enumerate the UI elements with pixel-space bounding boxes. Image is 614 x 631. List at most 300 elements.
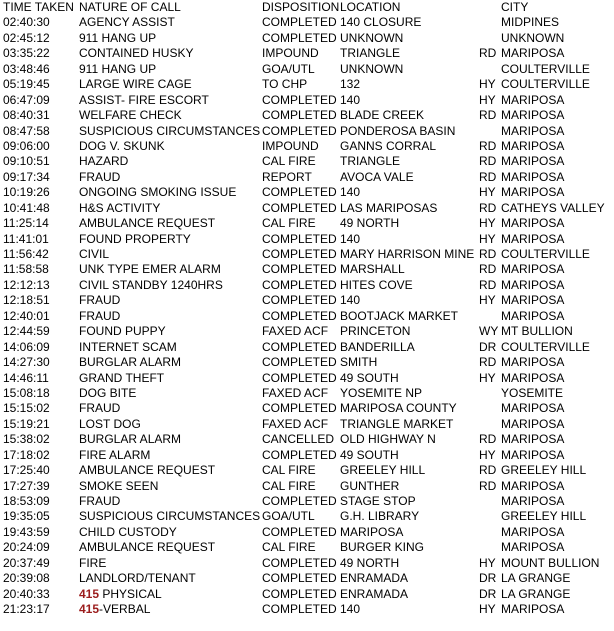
- time-cell: 03:35:22: [3, 46, 50, 61]
- nature-cell: [79, 154, 128, 169]
- street-suffix-cell: HY: [479, 231, 496, 246]
- city-cell: MARIPOSA: [501, 478, 565, 493]
- street-suffix-cell: DR: [479, 586, 497, 601]
- table-row: [0, 417, 614, 432]
- nature-text: FRAUD: [79, 169, 121, 184]
- nature-cell: [79, 31, 156, 46]
- location-cell: HITES COVE: [340, 277, 413, 292]
- disposition-cell: COMPLETED: [262, 308, 337, 323]
- disposition-cell: COMPLETED: [262, 571, 337, 586]
- time-cell: 15:38:02: [3, 432, 50, 447]
- city-cell: GREELEY HILL: [501, 463, 587, 478]
- disposition-cell: COMPLETED: [262, 108, 337, 123]
- location-cell: BURGER KING: [340, 540, 425, 555]
- time-cell: 09:06:00: [3, 138, 50, 153]
- table-row: [0, 46, 614, 61]
- location-cell: TRIANGLE: [340, 154, 401, 169]
- disposition-cell: COMPLETED: [262, 262, 337, 277]
- penal-code: 415: [79, 586, 100, 601]
- nature-cell: [79, 556, 106, 571]
- location-cell: SMITH: [340, 355, 378, 370]
- disposition-cell: GOA/UTL: [262, 509, 315, 524]
- location-cell: 49 NORTH: [340, 216, 400, 231]
- street-suffix-cell: RD: [479, 262, 497, 277]
- nature-text: HAZARD: [79, 154, 129, 169]
- nature-text: BURGLAR ALARM: [79, 355, 182, 370]
- nature-text: BURGLAR ALARM: [79, 432, 182, 447]
- nature-text: FIRE: [79, 555, 107, 570]
- nature-text: DOG BITE: [79, 385, 137, 400]
- time-cell: 05:19:45: [3, 77, 50, 92]
- table-row: [0, 509, 614, 524]
- nature-text: -VERBAL: [99, 602, 151, 617]
- table-row: [0, 201, 614, 216]
- nature-text: AGENCY ASSIST: [79, 15, 175, 30]
- street-suffix-cell: RD: [479, 138, 497, 153]
- nature-text: AMBULANCE REQUEST: [79, 463, 216, 478]
- time-cell: 20:37:49: [3, 555, 50, 570]
- nature-cell: [79, 509, 260, 524]
- city-cell: MARIPOSA: [501, 355, 565, 370]
- nature-cell: [79, 62, 156, 77]
- city-cell: MARIPOSA: [501, 277, 565, 292]
- time-cell: 11:56:42: [3, 247, 49, 261]
- location-cell: TRIANGLE MARKET: [340, 416, 454, 431]
- time-cell: 15:08:18: [3, 385, 50, 400]
- nature-cell: [79, 46, 193, 61]
- location-cell: BLADE CREEK: [340, 108, 425, 123]
- disposition-cell: COMPLETED: [262, 447, 337, 462]
- street-suffix-cell: RD: [479, 432, 497, 447]
- nature-cell: [79, 540, 215, 555]
- street-suffix-cell: RD: [479, 463, 497, 478]
- table-row: [0, 77, 614, 92]
- time-cell: 09:10:51: [3, 154, 50, 169]
- street-suffix-cell: DR: [479, 339, 497, 354]
- table-row: [0, 93, 614, 108]
- nature-text: FRAUD: [79, 308, 121, 323]
- table-row: [0, 139, 614, 154]
- nature-cell: [79, 77, 192, 92]
- nature-cell: [79, 463, 215, 478]
- disposition-cell: CAL FIRE: [262, 478, 316, 493]
- table-row: [0, 448, 614, 463]
- nature-text: PHYSICAL: [99, 586, 162, 601]
- disposition-cell: COMPLETED: [262, 185, 337, 200]
- street-suffix-cell: HY: [479, 370, 496, 385]
- nature-cell: [79, 340, 177, 355]
- city-cell: MARIPOSA: [501, 540, 565, 555]
- time-cell: 20:40:33: [3, 586, 50, 601]
- disposition-cell: COMPLETED: [262, 401, 337, 416]
- location-cell: ENRAMADA: [340, 571, 409, 586]
- location-cell: YOSEMITE NP: [340, 385, 423, 400]
- nature-cell: [79, 525, 177, 540]
- nature-cell: [79, 494, 120, 509]
- time-cell: 10:19:26: [3, 185, 50, 200]
- nature-cell: [79, 587, 162, 602]
- table-row: [0, 340, 614, 355]
- time-cell: 15:15:02: [3, 401, 50, 416]
- table-row: [0, 602, 614, 617]
- time-cell: 08:47:58: [3, 123, 50, 138]
- table-row: [0, 216, 614, 231]
- disposition-header: DISPOSITION: [262, 0, 340, 14]
- time-cell: 19:43:59: [3, 524, 50, 539]
- table-row: [0, 31, 614, 46]
- location-cell: MARIPOSA: [340, 524, 404, 539]
- table-row: [0, 278, 614, 293]
- street-suffix-cell: RD: [479, 154, 497, 169]
- disposition-cell: FAXED ACF: [262, 416, 329, 431]
- location-cell: MARIPOSA COUNTY: [340, 401, 457, 416]
- disposition-cell: IMPOUND: [262, 138, 319, 153]
- table-row: [0, 309, 614, 324]
- nature-cell: [79, 201, 160, 216]
- disposition-cell: COMPLETED: [262, 555, 337, 570]
- city-cell: COULTERVILLE: [501, 339, 590, 354]
- city-cell: COULTERVILLE: [501, 61, 590, 76]
- nature-text: LARGE WIRE CAGE: [79, 77, 192, 92]
- nature-text: DOG V. SKUNK: [79, 138, 165, 153]
- location-cell: BANDERILLA: [340, 339, 415, 354]
- disposition-cell: COMPLETED: [262, 370, 337, 385]
- table-row: [0, 355, 614, 370]
- nature-text: CONTAINED HUSKY: [79, 46, 194, 61]
- nature-header: NATURE OF CALL: [79, 0, 181, 14]
- location-cell: MARSHALL: [340, 262, 405, 277]
- city-cell: LA GRANGE: [501, 586, 571, 601]
- table-row: [0, 293, 614, 308]
- nature-text: FRAUD: [79, 494, 121, 508]
- disposition-cell: COMPLETED: [262, 200, 337, 215]
- street-suffix-cell: RD: [479, 355, 497, 370]
- city-cell: GREELEY HILL: [501, 509, 587, 524]
- nature-cell: [79, 371, 164, 386]
- city-cell: MARIPOSA: [501, 370, 565, 385]
- table-row: [0, 247, 614, 262]
- table-row: [0, 232, 614, 247]
- time-cell: 15:19:21: [3, 416, 50, 431]
- nature-text: ASSIST- FIRE ESCORT: [79, 92, 209, 107]
- time-cell: 17:27:39: [3, 478, 50, 493]
- nature-cell: [79, 386, 136, 401]
- table-row: [0, 540, 614, 555]
- table-row: [0, 587, 614, 602]
- table-row: [0, 324, 614, 339]
- street-suffix-cell: HY: [479, 77, 496, 92]
- street-suffix-cell: DR: [479, 571, 497, 586]
- location-cell: 140: [340, 602, 361, 617]
- city-cell: MARIPOSA: [501, 46, 565, 61]
- table-row: [0, 262, 614, 277]
- city-cell: YOSEMITE: [501, 385, 564, 400]
- location-cell: OLD HIGHWAY N: [340, 432, 436, 447]
- location-cell: 140: [340, 92, 361, 107]
- nature-text: ONGOING SMOKING ISSUE: [79, 185, 237, 200]
- nature-text: CIVIL STANDBY 1240HRS: [79, 277, 223, 292]
- disposition-cell: CAL FIRE: [262, 463, 316, 478]
- time-header: TIME TAKEN: [3, 0, 74, 14]
- time-cell: 20:39:08: [3, 571, 50, 586]
- nature-text: AMBULANCE REQUEST: [79, 216, 216, 231]
- nature-cell: [79, 124, 260, 139]
- table-row: [0, 386, 614, 401]
- penal-code: 415: [79, 602, 100, 617]
- city-cell: MARIPOSA: [501, 602, 565, 617]
- location-cell: BOOTJACK MARKET: [340, 308, 459, 323]
- street-suffix-cell: RD: [479, 108, 497, 123]
- street-suffix-cell: HY: [479, 216, 496, 231]
- street-suffix-cell: RD: [479, 277, 497, 292]
- time-cell: 18:53:09: [3, 494, 50, 508]
- location-cell: 140: [340, 185, 361, 200]
- table-row: [0, 401, 614, 416]
- nature-text: CHILD CUSTODY: [79, 524, 177, 539]
- street-suffix-cell: RD: [479, 478, 497, 493]
- disposition-cell: COMPLETED: [262, 586, 337, 601]
- street-suffix-cell: HY: [479, 293, 496, 308]
- nature-cell: [79, 448, 150, 463]
- nature-cell: [79, 432, 181, 447]
- disposition-cell: IMPOUND: [262, 46, 319, 61]
- table-row: [0, 432, 614, 447]
- table-row: [0, 170, 614, 185]
- nature-cell: [79, 262, 221, 277]
- nature-text: SMOKE SEEN: [79, 478, 159, 493]
- location-cell: MARY HARRISON MINE: [340, 247, 475, 261]
- location-cell: ENRAMADA: [340, 586, 409, 601]
- location-cell: 140: [340, 231, 361, 246]
- nature-text: FOUND PROPERTY: [79, 231, 191, 246]
- table-row: [0, 463, 614, 478]
- time-cell: 17:25:40: [3, 463, 50, 478]
- nature-text: UNK TYPE EMER ALARM: [79, 262, 221, 277]
- nature-cell: [79, 355, 181, 370]
- nature-text: SUSPICIOUS CIRCUMSTANCES: [79, 123, 261, 138]
- disposition-cell: COMPLETED: [262, 15, 337, 30]
- location-cell: STAGE STOP: [340, 494, 416, 508]
- table-row: [0, 124, 614, 139]
- city-cell: COULTERVILLE: [501, 247, 590, 261]
- street-suffix-cell: HY: [479, 602, 496, 617]
- table-row: [0, 154, 614, 169]
- table-row: [0, 185, 614, 200]
- disposition-cell: COMPLETED: [262, 92, 337, 107]
- city-cell: MARIPOSA: [501, 401, 565, 416]
- disposition-cell: COMPLETED: [262, 247, 337, 261]
- city-cell: MARIPOSA: [501, 108, 565, 123]
- location-cell: G.H. LIBRARY: [340, 509, 420, 524]
- disposition-cell: COMPLETED: [262, 602, 337, 617]
- disposition-cell: GOA/UTL: [262, 61, 315, 76]
- nature-cell: [79, 309, 120, 324]
- disposition-cell: CANCELLED: [262, 432, 335, 447]
- time-cell: 21:23:17: [3, 602, 50, 617]
- time-cell: 14:06:09: [3, 339, 50, 354]
- street-suffix-cell: RD: [479, 247, 497, 261]
- disposition-cell: TO CHP: [262, 77, 308, 92]
- time-cell: 12:44:59: [3, 324, 50, 339]
- nature-cell: [79, 602, 150, 617]
- location-cell: AVOCA VALE: [340, 169, 414, 184]
- city-cell: MARIPOSA: [501, 216, 565, 231]
- city-cell: MARIPOSA: [501, 494, 565, 508]
- city-cell: LA GRANGE: [501, 571, 571, 586]
- street-suffix-cell: RD: [479, 200, 497, 215]
- city-cell: MARIPOSA: [501, 262, 565, 277]
- nature-cell: [79, 15, 175, 30]
- nature-cell: [79, 216, 215, 231]
- location-cell: GANNS CORRAL: [340, 138, 437, 153]
- nature-text: INTERNET SCAM: [79, 339, 177, 354]
- nature-text: SUSPICIOUS CIRCUMSTANCES: [79, 509, 261, 524]
- location-cell: UNKNOWN: [340, 30, 404, 45]
- street-suffix-cell: RD: [479, 46, 497, 61]
- nature-text: LOST DOG: [79, 416, 141, 431]
- nature-cell: [79, 108, 182, 123]
- location-cell: 140: [340, 293, 361, 308]
- time-cell: 12:18:51: [3, 293, 50, 308]
- location-cell: LAS MARIPOSAS: [340, 200, 438, 215]
- location-header: LOCATION: [340, 0, 401, 14]
- city-cell: MOUNT BULLION: [501, 555, 600, 570]
- nature-text: 911 HANG UP: [79, 61, 157, 76]
- street-suffix-cell: HY: [479, 447, 496, 462]
- city-cell: COULTERVILLE: [501, 77, 590, 92]
- location-cell: UNKNOWN: [340, 61, 404, 76]
- table-row: [0, 571, 614, 586]
- city-cell: MARIPOSA: [501, 524, 565, 539]
- street-suffix-cell: HY: [479, 92, 496, 107]
- table-row: [0, 556, 614, 571]
- time-cell: 06:47:09: [3, 92, 50, 107]
- nature-text: LANDLORD/TENANT: [79, 571, 196, 586]
- disposition-cell: COMPLETED: [262, 339, 337, 354]
- disposition-cell: CAL FIRE: [262, 540, 316, 555]
- nature-cell: [79, 170, 120, 185]
- time-cell: 11:25:14: [3, 216, 49, 231]
- table-row: [0, 371, 614, 386]
- location-cell: 140 CLOSURE: [340, 15, 422, 30]
- time-cell: 14:27:30: [3, 355, 50, 370]
- nature-cell: [79, 571, 196, 586]
- nature-text: AMBULANCE REQUEST: [79, 540, 216, 555]
- disposition-cell: FAXED ACF: [262, 385, 329, 400]
- city-cell: MARIPOSA: [501, 138, 565, 153]
- city-cell: MARIPOSA: [501, 293, 565, 308]
- time-cell: 20:24:09: [3, 540, 50, 555]
- disposition-cell: COMPLETED: [262, 30, 337, 45]
- city-cell: MARIPOSA: [501, 154, 565, 169]
- time-cell: 14:46:11: [3, 370, 49, 385]
- table-row: [0, 62, 614, 77]
- city-cell: MARIPOSA: [501, 231, 565, 246]
- table-row: [0, 108, 614, 123]
- location-cell: 49 NORTH: [340, 555, 400, 570]
- nature-cell: [79, 479, 158, 494]
- time-cell: 09:17:34: [3, 169, 50, 184]
- city-cell: UNKNOWN: [501, 30, 565, 45]
- table-row: [0, 479, 614, 494]
- disposition-cell: FAXED ACF: [262, 324, 329, 339]
- city-cell: MARIPOSA: [501, 185, 565, 200]
- nature-cell: [79, 93, 209, 108]
- nature-text: FIRE ALARM: [79, 447, 151, 462]
- city-cell: MARIPOSA: [501, 416, 565, 431]
- city-cell: MARIPOSA: [501, 92, 565, 107]
- disposition-cell: REPORT: [262, 169, 312, 184]
- time-cell: 12:40:01: [3, 308, 50, 323]
- header-row: [0, 0, 614, 15]
- nature-cell: [79, 185, 236, 200]
- street-suffix-cell: HY: [479, 185, 496, 200]
- city-header: CITY: [501, 0, 529, 14]
- nature-cell: [79, 278, 223, 293]
- location-cell: 132: [340, 77, 361, 92]
- table-row: [0, 494, 614, 509]
- nature-text: FOUND PUPPY: [79, 324, 166, 339]
- street-suffix-cell: HY: [479, 555, 496, 570]
- nature-text: H&S ACTIVITY: [79, 200, 161, 215]
- time-cell: 10:41:48: [3, 200, 50, 215]
- city-cell: MARIPOSA: [501, 169, 565, 184]
- nature-text: 911 HANG UP: [79, 30, 157, 45]
- street-suffix-cell: RD: [479, 169, 497, 184]
- location-cell: 49 SOUTH: [340, 447, 399, 462]
- disposition-cell: COMPLETED: [262, 231, 337, 246]
- call-rows: [0, 15, 614, 617]
- disposition-cell: CAL FIRE: [262, 216, 316, 231]
- nature-cell: [79, 324, 166, 339]
- nature-cell: [79, 417, 141, 432]
- location-cell: 49 SOUTH: [340, 370, 399, 385]
- nature-cell: [79, 139, 165, 154]
- location-cell: GREELEY HILL: [340, 463, 426, 478]
- nature-cell: [79, 232, 191, 247]
- disposition-cell: CAL FIRE: [262, 154, 316, 169]
- disposition-cell: COMPLETED: [262, 123, 337, 138]
- time-cell: 03:48:46: [3, 61, 50, 76]
- city-cell: MARIPOSA: [501, 308, 565, 323]
- time-cell: 12:12:13: [3, 277, 50, 292]
- nature-text: GRAND THEFT: [79, 370, 165, 385]
- nature-text: CIVIL: [79, 247, 110, 261]
- time-cell: 02:40:30: [3, 15, 50, 30]
- city-cell: MARIPOSA: [501, 432, 565, 447]
- table-row: [0, 15, 614, 30]
- city-cell: MARIPOSA: [501, 123, 565, 138]
- nature-cell: [79, 247, 109, 262]
- city-cell: MT BULLION: [501, 324, 573, 339]
- disposition-cell: COMPLETED: [262, 277, 337, 292]
- time-cell: 11:41:01: [3, 231, 49, 246]
- disposition-cell: COMPLETED: [262, 293, 337, 308]
- city-cell: MARIPOSA: [501, 447, 565, 462]
- time-cell: 11:58:58: [3, 262, 49, 277]
- disposition-cell: COMPLETED: [262, 494, 337, 508]
- nature-text: FRAUD: [79, 401, 121, 416]
- table-row: [0, 525, 614, 540]
- location-cell: PONDEROSA BASIN: [340, 123, 456, 138]
- nature-cell: [79, 401, 120, 416]
- location-cell: PRINCETON: [340, 324, 411, 339]
- time-cell: 08:40:31: [3, 108, 50, 123]
- time-cell: 19:35:05: [3, 509, 50, 524]
- nature-text: WELFARE CHECK: [79, 108, 182, 123]
- location-cell: TRIANGLE: [340, 46, 401, 61]
- nature-text: FRAUD: [79, 293, 121, 308]
